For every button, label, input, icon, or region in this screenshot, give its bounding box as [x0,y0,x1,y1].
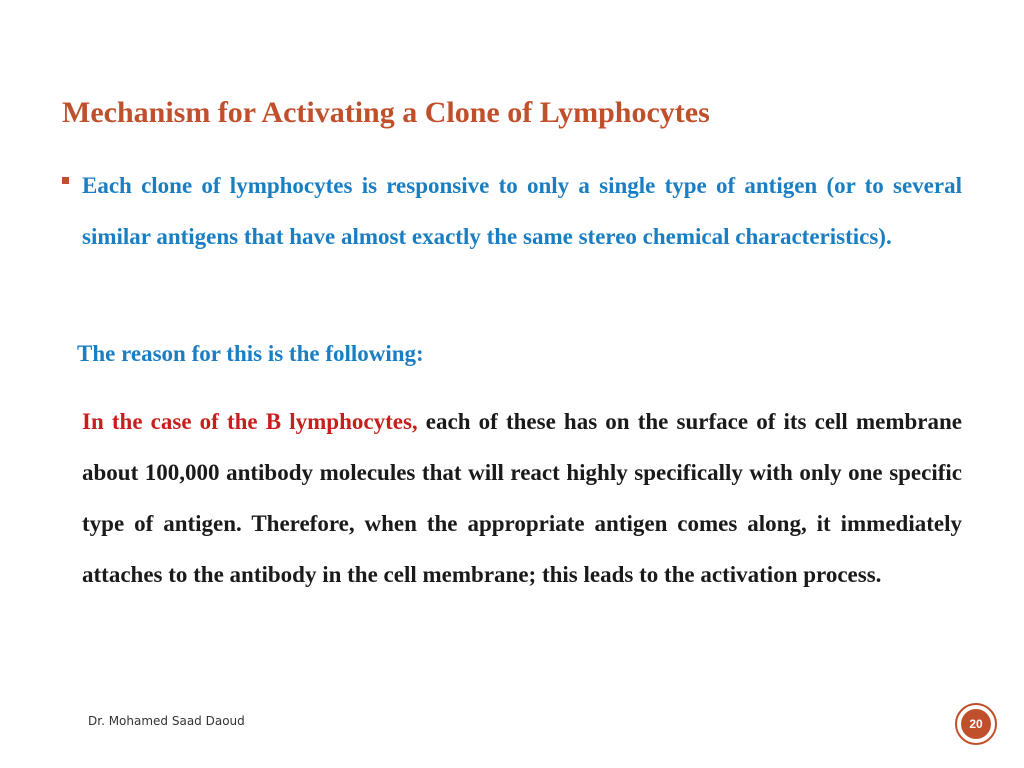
page-number-badge [955,703,997,745]
bullet-text: Each clone of lymphocytes is responsive to only a single type of antigen (or to several similar antigens that have almost exactly the same stereo chemical characteristics). [82,173,962,249]
b-lymphocytes-highlight: In the case of the B lymphocytes, [82,409,418,434]
main-paragraph [82,396,962,600]
page-number: 20 [961,709,991,739]
reason-text: The reason for this is the following: [77,341,424,366]
main-paragraph-text: each of these has on the surface of its cell membrane about 100,000 antibody molecules that will react highly specifically with only one specific type of antigen. Therefore, when the appropriate antigen comes along, it immediately attaches to the antibody in the cell membrane; this leads to the activation process. [82,409,962,587]
square-bullet-icon [62,177,69,184]
footer-author: Dr. Mohamed Saad Daoud [88,714,245,728]
slide-title: Mechanism for Activating a Clone of Lymphocytes [62,96,710,129]
